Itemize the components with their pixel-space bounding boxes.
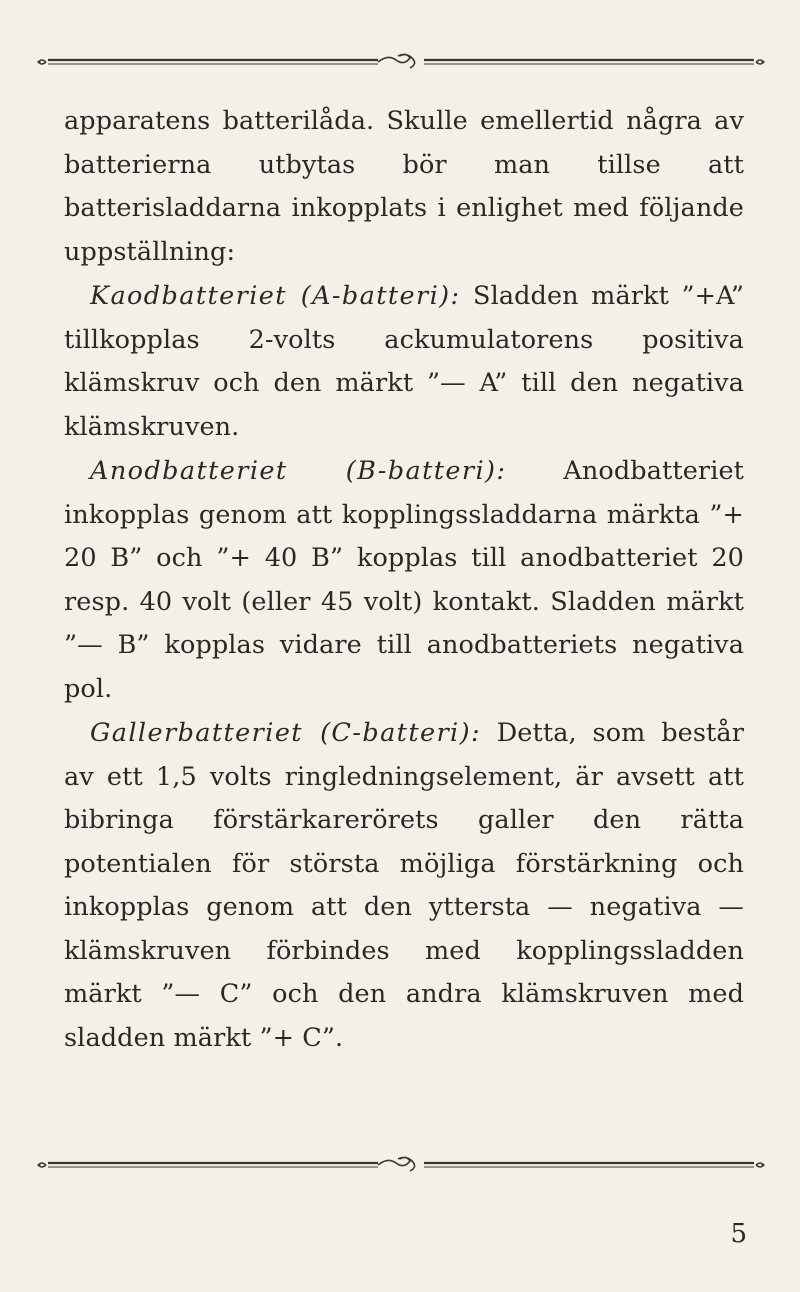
paragraph-b-battery: Anodbatteriet (B-batteri): Anodbatteriet inkopplas genom att kopplingssladdarna märkta ”+ 20 B” och ”+ 40 B” kopplas till anodbatteriet 20 resp. 40 volt (eller 45 volt) kontakt. Sladden märkt ”— B” kopplas vidare till anodbatteriets negativa pol.	[64, 456, 744, 704]
paragraph-heading: Anodbatteriet (B-batteri):	[90, 456, 507, 486]
paragraph-heading: Gallerbatteriet (C-batteri):	[90, 718, 481, 748]
page-number: 5	[730, 1219, 747, 1249]
body-text	[64, 100, 744, 1060]
paragraph-heading: Kaodbatteriet (A-batteri):	[90, 281, 461, 311]
paragraph-c-battery: Gallerbatteriet (C-batteri): Detta, som består av ett 1,5 volts ringledningselement, är avsett att bibringa förstärkarerörets galler den rätta potentialen för största möjliga förstärkning och inkopplas genom att den yttersta — negativa — klämskruven förbindes med kopplingssladden märkt ”— C” och den andra klämskruven med sladden märkt ”+ C”.	[64, 718, 744, 1053]
paragraph-a-battery: Kaodbatteriet (A-batteri): Sladden märkt ”+A” tillkopplas 2-volts ackumulatorens positiva klämskruv och den märkt ”— A” till den negativa klämskruven.	[64, 281, 744, 442]
bottom-ornamental-rule	[36, 1153, 766, 1177]
paragraph-intro: apparatens batterilåda. Skulle emellertid några av batterierna utbytas bör man tillse att batterisladdarna inkopplats i enlighet med följande uppställning:	[64, 106, 744, 267]
top-ornamental-rule	[36, 50, 766, 74]
